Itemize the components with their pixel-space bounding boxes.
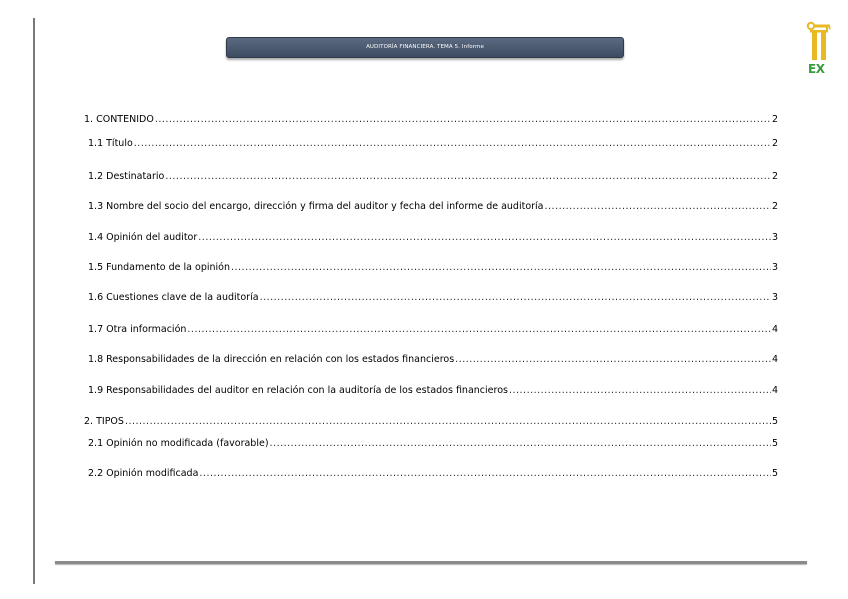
toc-entry-label: 1.7 Otra información — [88, 324, 187, 335]
toc-entry-page: 2 — [771, 171, 778, 182]
toc-entry-label: 2.2 Opinión modificada — [88, 468, 199, 479]
toc-entry[interactable] — [88, 199, 778, 215]
toc-entry-label: 1.3 Nombre del socio del encargo, dirección y firma del auditor y fecha del informe de auditoría — [88, 201, 544, 212]
toc-entry[interactable] — [88, 466, 778, 482]
toc-leader — [260, 290, 771, 306]
toc-leader — [125, 414, 771, 430]
toc-entry[interactable] — [84, 414, 778, 430]
toc-entry[interactable] — [88, 136, 778, 152]
toc-entry-page: 4 — [771, 354, 778, 365]
toc-entry-label: 1.5 Fundamento de la opinión — [88, 262, 230, 273]
toc-entry[interactable] — [88, 290, 778, 306]
toc-entry-page: 5 — [771, 416, 778, 427]
toc-entry-page: 5 — [771, 438, 778, 449]
toc-entry-page: 3 — [771, 262, 778, 273]
toc-entry[interactable] — [88, 230, 778, 246]
toc-entry-page: 2 — [771, 114, 778, 125]
toc-entry[interactable] — [88, 352, 778, 368]
left-margin-rule — [33, 18, 35, 584]
toc-entry[interactable] — [88, 322, 778, 338]
toc-leader — [155, 112, 771, 128]
toc-entry-label: 1.6 Cuestiones clave de la auditoría — [88, 292, 259, 303]
toc-leader — [545, 199, 771, 215]
toc-leader — [199, 466, 771, 482]
toc-entry-label: 2. TIPOS — [84, 416, 124, 427]
toc-leader — [231, 260, 771, 276]
logo-text: EX — [808, 62, 825, 76]
toc-leader — [187, 322, 771, 338]
toc-leader — [134, 136, 771, 152]
toc-entry-page: 3 — [771, 292, 778, 303]
toc-entry-label: 1.1 Título — [88, 138, 133, 149]
toc-entry[interactable] — [88, 436, 778, 452]
toc-entry-label: 1.9 Responsabilidades del auditor en relación con la auditoría de los estados financieros — [88, 385, 508, 396]
toc-entry-page: 2 — [771, 138, 778, 149]
toc-leader — [455, 352, 771, 368]
toc-entry-label: 1.2 Destinatario — [88, 171, 165, 182]
toc-entry[interactable] — [88, 169, 778, 185]
toc-leader — [165, 169, 771, 185]
toc-entry-page: 3 — [771, 232, 778, 243]
toc-entry-label: 1.8 Responsabilidades de la dirección en relación con los estados financieros — [88, 354, 455, 365]
toc-entry-label: 1. CONTENIDO — [84, 114, 154, 125]
header-banner: AUDITORÍA FINANCIERA. TEMA 5. Informe — [226, 37, 624, 58]
toc-entry[interactable] — [88, 383, 778, 399]
toc-entry-page: 2 — [771, 201, 778, 212]
toc-entry[interactable] — [88, 260, 778, 276]
toc-entry-label: 2.1 Opinión no modificada (favorable) — [88, 438, 269, 449]
toc-leader — [270, 436, 771, 452]
toc-entry-page: 4 — [771, 324, 778, 335]
toc-leader — [509, 383, 771, 399]
toc-entry-page: 4 — [771, 385, 778, 396]
footer-rule — [55, 561, 807, 564]
toc-leader — [198, 230, 771, 246]
toc-entry-page: 5 — [771, 468, 778, 479]
toc-entry[interactable] — [84, 112, 778, 128]
toc-entry-label: 1.4 Opinión del auditor — [88, 232, 198, 243]
